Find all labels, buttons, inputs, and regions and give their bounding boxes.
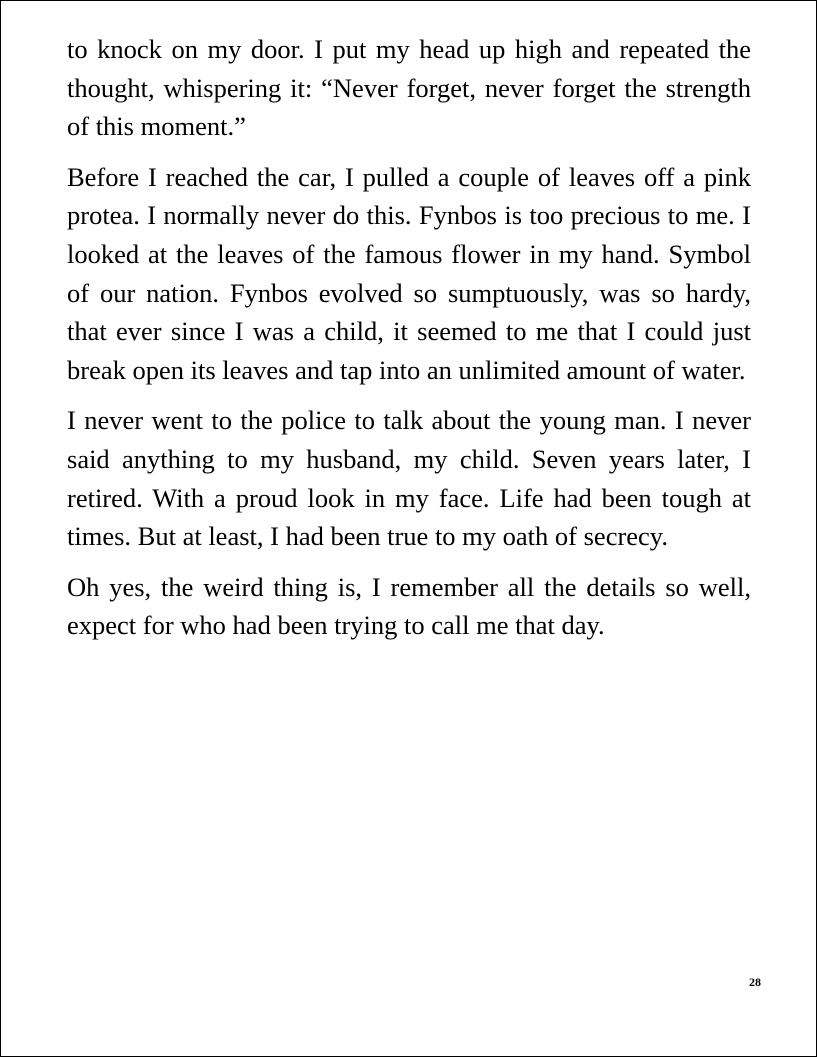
paragraph-2: Before I reached the car, I pulled a couple of leaves off a pink protea. I normally never do this. Fynbos is too precious to me. I looked at the leaves of the famous flower in my hand. Symbol of our nation. Fynbos evolved so sumptuously, was so hardy, that ever since I was a child, it seemed to me that I could just break open its leaves and tap into an unlimited amount of water. xyxy=(67,161,751,385)
paragraph-1: to knock on my door. I put my head up high and repeated the thought, whispering it: “Never forget, never forget the strength of this moment.” xyxy=(67,34,751,142)
body-text xyxy=(67,30,751,657)
paragraph-3: I never went to the police to talk about the young man. I never said anything to my husband, my child. Seven years later, I retired. With a proud look in my face. Life had been tough at times. But at least, I had been true to my oath of secrecy. xyxy=(67,405,751,552)
page-number: 28 xyxy=(749,975,761,989)
paragraph-4: Oh yes, the weird thing is, I remember all the details so well, expect for who had been trying to call me that day. xyxy=(67,571,751,641)
